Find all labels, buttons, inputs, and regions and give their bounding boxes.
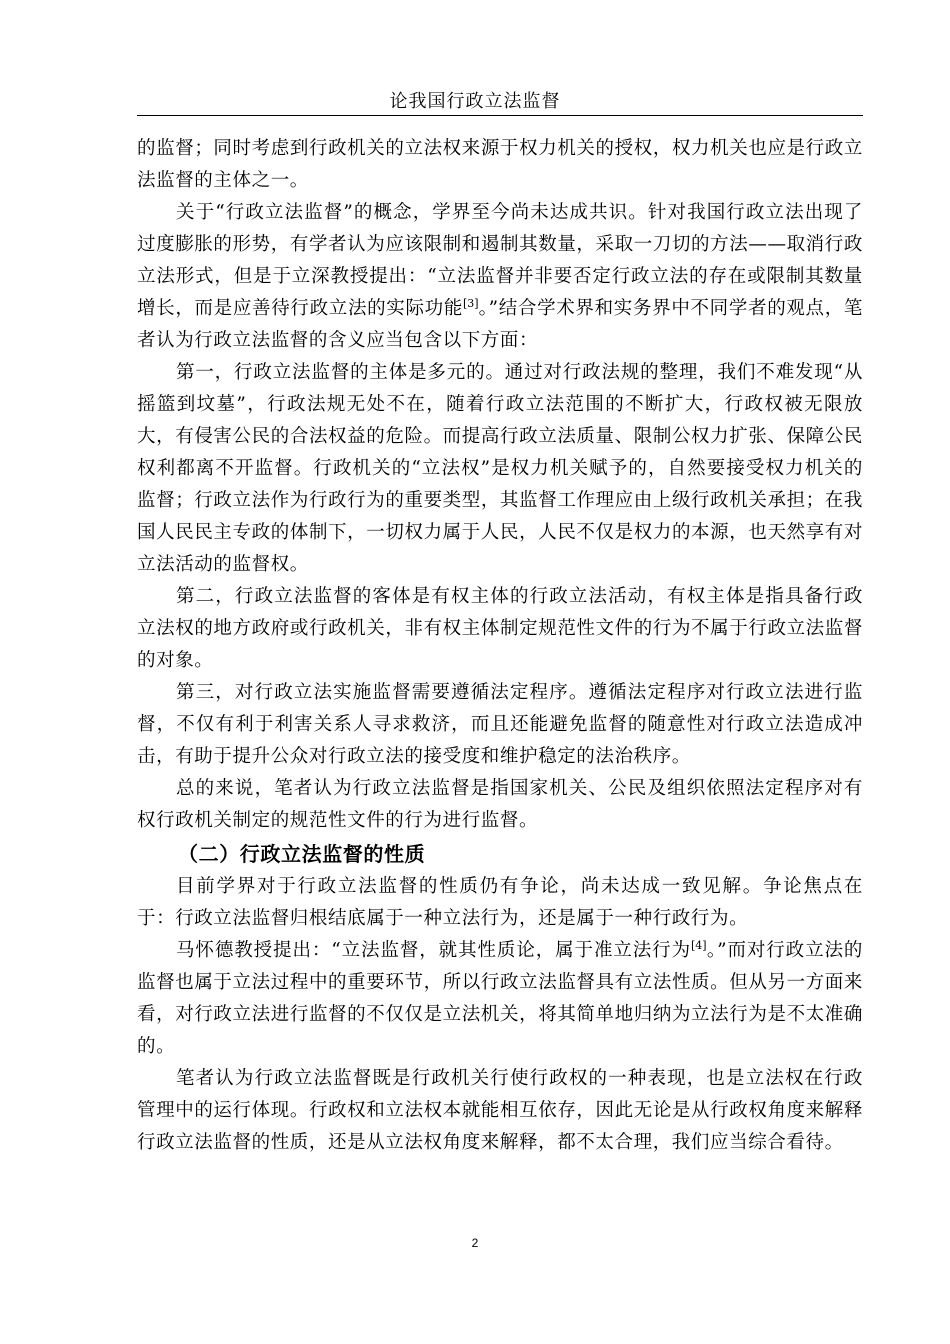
paragraph-debate: 目前学界对于行政立法监督的性质仍有争论，尚未达成一致见解。争论焦点在于：行政立法监督归根结底属于一种立法行为，还是属于一种行政行为。: [137, 876, 863, 929]
paragraph-text: 马怀德教授提出：“立法监督，就其性质论，属于准立法行为: [176, 940, 692, 961]
citation-marker: [4]: [691, 938, 707, 952]
paragraph-quote: [137, 935, 863, 1063]
paragraph-concept: [137, 197, 863, 357]
citation-marker: [3]: [463, 296, 479, 310]
paragraph-summary: 总的来说，笔者认为行政立法监督是指国家机关、公民及组织依照法定程序对有权行政机关制定的规范性文件的行为进行监督。: [137, 778, 863, 831]
paragraph-text: 。”而对行政立法的监督也属于立法过程中的重要环节，所以行政立法监督具有立法性质。但从另一方面来看，对行政立法进行监督的不仅仅是立法机关，将其简单地归纳为立法行为是不太准确的。: [137, 940, 863, 1057]
paragraph-text: 关于“行政立法监督”的概念，学界至今尚未达成共识。针对我国行政立法出现了过度膨胀的形势，有学者认为应该限制和遏制其数量，采取一刀切的方法——取消行政立法形式，但是于立深教授提出：“立法监督并非要否定行政立法的存在或限制其数量增长，而是应善待行政立法的实际功能: [137, 202, 863, 319]
paragraph-text: 。”结合学术界和实务界中不同学者的观点，笔者认为行政立法监督的含义应当包含以下方面：: [137, 298, 864, 351]
running-header-title: 论我国行政立法监督: [389, 91, 561, 112]
paragraph-first-point: 第一，行政立法监督的主体是多元的。通过对行政法规的整理，我们不难发现“从摇篮到坟墓”，行政法规无处不在，随着行政立法范围的不断扩大，行政权被无限放大，有侵害公民的合法权益的危险。而提高行政立法质量、限制公权力扩张、保障公民权利都离不开监督。行政机关的“立法权”是权力机关赋予的，自然要接受权力机关的监督；行政立法作为行政行为的重要类型，其监督工作理应由上级行政机关承担；在我国人民民主专政的体制下，一切权力属于人民，人民不仅是权力的本源，也天然享有对立法活动的监督权。: [137, 362, 863, 575]
section-heading: （二）行政立法监督的性质: [178, 842, 426, 866]
page-number: 2: [471, 1236, 479, 1250]
paragraph-third-point: 第三，对行政立法实施监督需要遵循法定程序。遵循法定程序对行政立法进行监督，不仅有利于利害关系人寻求救济，而且还能避免监督的随意性对行政立法造成冲击，有助于提升公众对行政立法的接受度和维护稳定的法治秩序。: [137, 682, 863, 767]
paragraph-second-point: 第二，行政立法监督的客体是有权主体的行政立法活动，有权主体是指具备行政立法权的地方政府或行政机关，非有权主体制定规范性文件的行为不属于行政立法监督的对象。: [137, 586, 863, 671]
paragraph-continuation: 的监督；同时考虑到行政机关的立法权来源于权力机关的授权，权力机关也应是行政立法监督的主体之一。: [137, 138, 863, 191]
paragraph-conclusion: 笔者认为行政立法监督既是行政机关行使行政权的一种表现，也是立法权在行政管理中的运行体现。行政权和立法权本就能相互依存，因此无论是从行政权角度来解释行政立法监督的性质，还是从立法权角度来解释，都不太合理，我们应当综合看待。: [137, 1068, 863, 1153]
header-divider: [137, 115, 863, 116]
body-text: [137, 133, 863, 1159]
